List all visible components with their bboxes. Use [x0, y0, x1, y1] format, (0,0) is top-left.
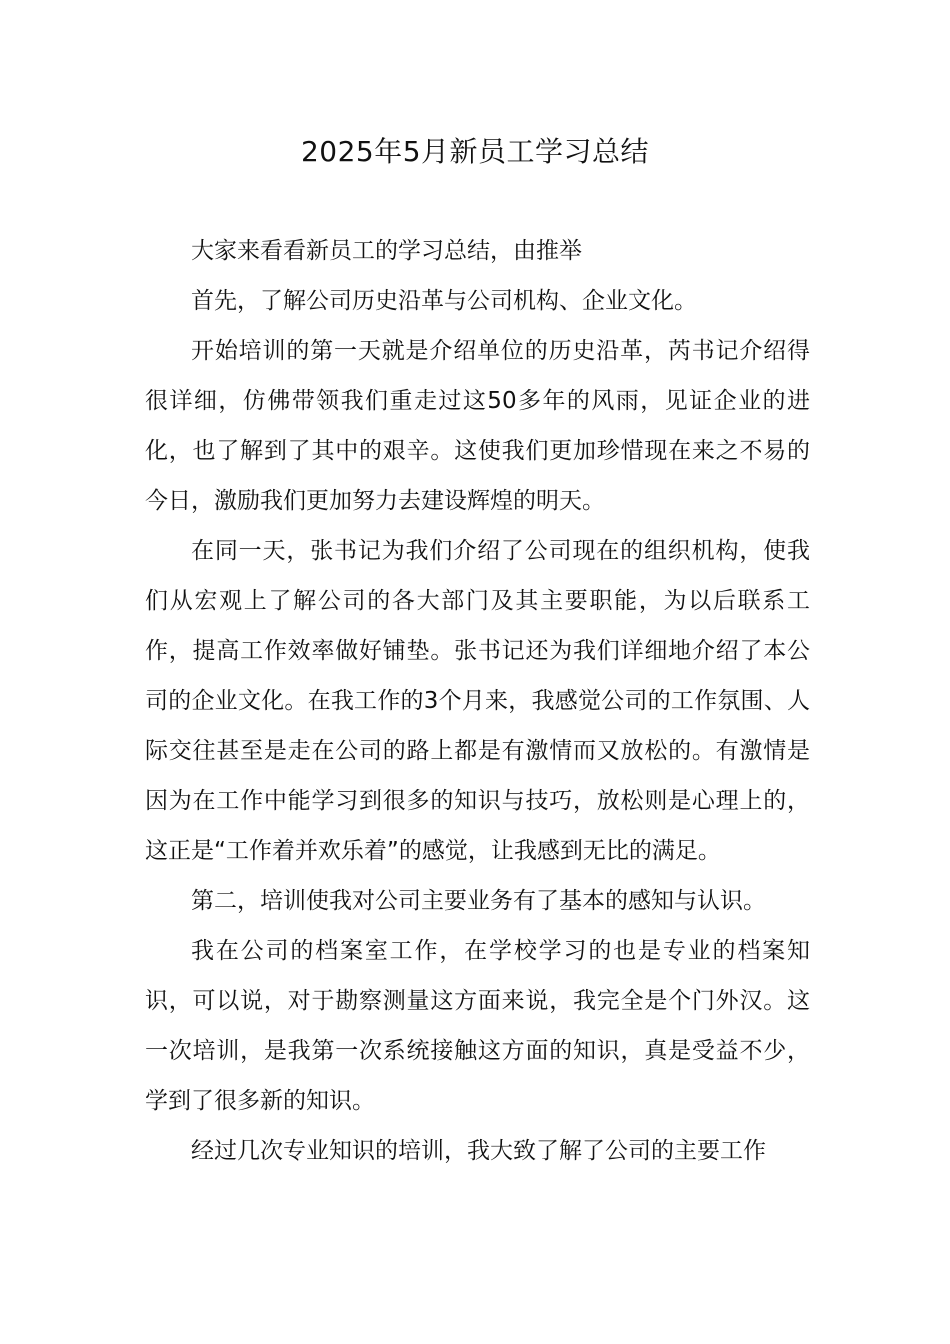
paragraph-training: 经过几次专业知识的培训，我大致了解了公司的主要工作 — [191, 1138, 766, 1164]
paragraph-archives: 我在公司的档案室工作，在学校学习的也是专业的档案知识，可以说，对于勘察测量这方面来说，我完全是个门外汉。这一次培训，是我第一次系统接触这方面的知识，真是受益不少，学到了很多新的知识。 — [145, 938, 810, 1114]
paragraph-intro: 大家来看看新员工的学习总结，由推举 — [191, 238, 582, 264]
paragraph-history: 开始培训的第一天就是介绍单位的历史沿革，芮书记介绍得很详细，仿佛带领我们重走过这50多年的风雨，见证企业的进化，也了解到了其中的艰辛。这使我们更加珍惜现在来之不易的今日，激励我们更加努力去建设辉煌的明天。 — [145, 338, 810, 514]
paragraph-first-point: 首先，了解公司历史沿革与公司机构、企业文化。 — [191, 288, 697, 314]
paragraph-organization: 在同一天，张书记为我们介绍了公司现在的组织机构，使我们从宏观上了解公司的各大部门及其主要职能，为以后联系工作，提高工作效率做好铺垫。张书记还为我们详细地介绍了本公司的企业文化。在我工作的3个月来，我感觉公司的工作氛围、人际交往甚至是走在公司的路上都是有激情而又放松的。有激情是因为在工作中能学习到很多的知识与技巧，放松则是心理上的，这正是“工作着并欢乐着”的感觉，让我感到无比的满足。 — [145, 538, 810, 864]
document-title: 2025年5月新员工学习总结 — [300, 135, 650, 168]
paragraph-second-point: 第二，培训使我对公司主要业务有了基本的感知与认识。 — [191, 888, 766, 914]
document-body — [145, 226, 810, 1176]
